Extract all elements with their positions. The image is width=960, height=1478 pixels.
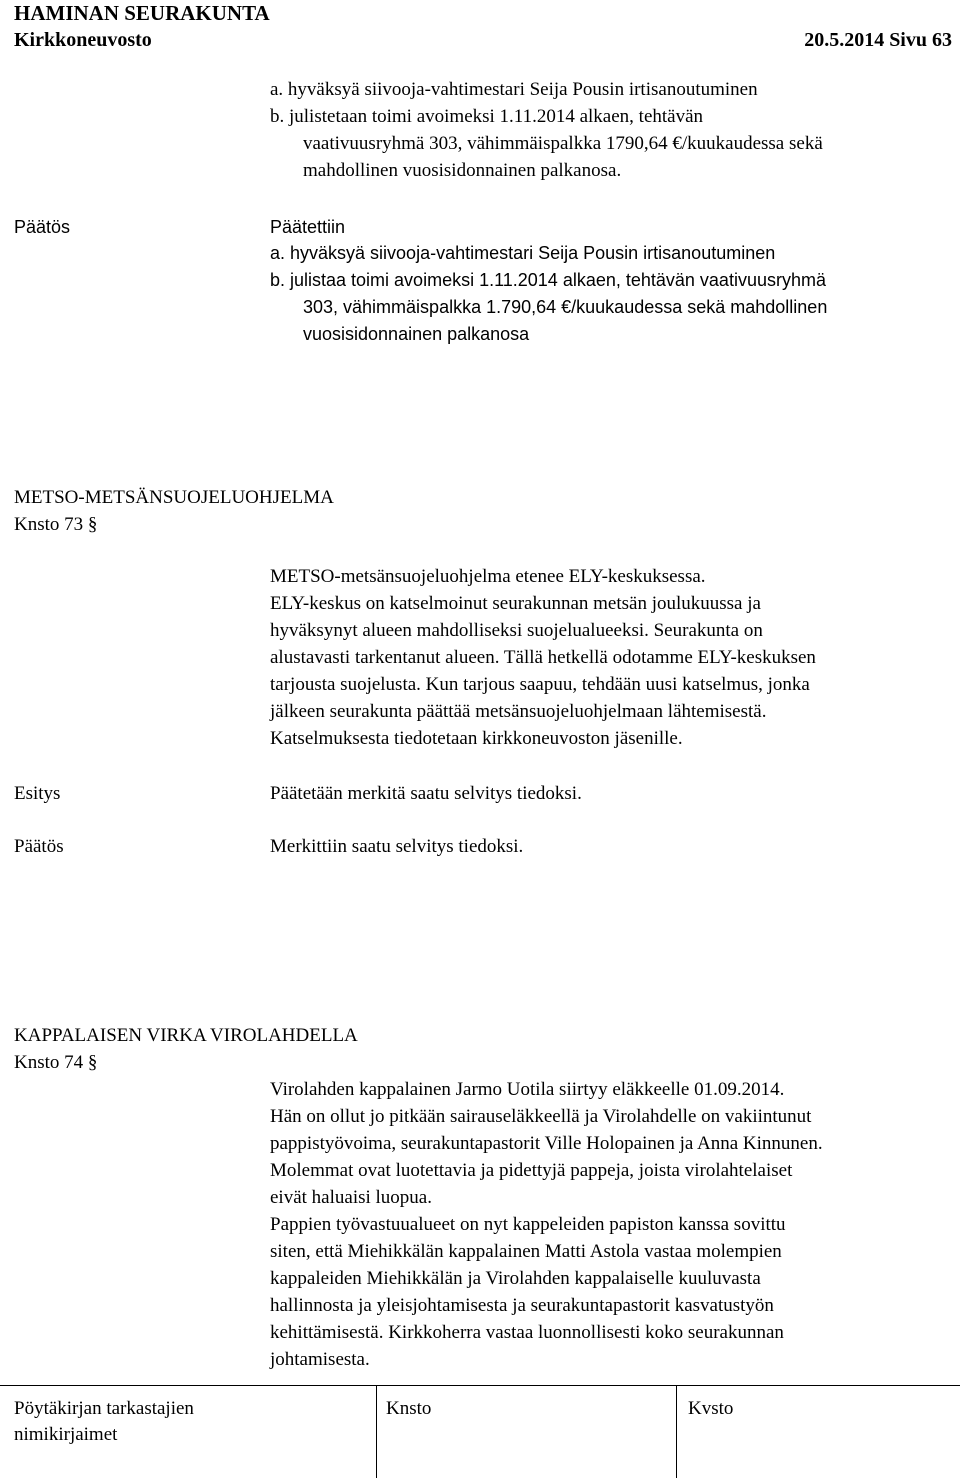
prev-decision-line-b2: 303, vähimmäispalkka 1.790,64 €/kuukaudessa sekä mahdollinen <box>303 297 828 317</box>
prev-decision-intro: Päätettiin <box>270 217 346 237</box>
section-74-text-line: hallinnosta ja yleisjohtamisesta ja seurakuntapastorit kasvatustyön <box>270 1295 774 1316</box>
prev-proposal-line-b2: vaativuusryhmä 303, vähimmäispalkka 1790,64 €/kuukaudessa sekä <box>303 133 823 154</box>
section-74-text-line: kehittämisestä. Kirkkoherra vastaa luonnollisesti koko seurakunnan <box>270 1322 784 1343</box>
organization-name: HAMINAN SEURAKUNTA <box>14 1 270 25</box>
section-73-proposal-label: Esitys <box>14 783 61 804</box>
section-73-text-line: ELY-keskus on katselmoinut seurakunnan metsän joulukuussa ja <box>270 593 761 614</box>
section-74-text-line: kappaleiden Miehikkälän ja Virolahden kappalaiselle kuuluvasta <box>270 1268 761 1289</box>
footer-knsto-cell: Knsto <box>386 1398 432 1419</box>
section-74-text-line: pappistyövoima, seurakuntapastorit Ville Holopainen ja Anna Kinnunen. <box>270 1133 823 1154</box>
prev-decision-line-b3: vuosisidonnainen palkanosa <box>303 324 530 344</box>
section-73-text-line: hyväksynyt alueen mahdolliseksi suojelualueeksi. Seurakunta on <box>270 620 763 641</box>
section-74-text-line: Pappien työvastuualueet on nyt kappeleiden papiston kanssa sovittu <box>270 1214 786 1235</box>
section-73-title: METSO-METSÄNSUOJELUOHJELMA <box>14 487 334 508</box>
section-74-text-line: Virolahden kappalainen Jarmo Uotila siirtyy eläkkeelle 01.09.2014. <box>270 1079 785 1100</box>
section-73-text-line: tarjousta suojelusta. Kun tarjous saapuu, tehdään uusi katselmus, jonka <box>270 674 810 695</box>
prev-proposal-line-b: b. julistetaan toimi avoimeksi 1.11.2014 alkaen, tehtävän <box>270 106 704 127</box>
prev-proposal-line-a: a. hyväksyä siivooja-vahtimestari Seija Pousin irtisanoutuminen <box>270 79 758 100</box>
section-74-text-line: Hän on ollut jo pitkään sairauseläkkeellä ja Virolahdelle on vakiintunut <box>270 1106 812 1127</box>
section-74-text-line: johtamisesta. <box>270 1349 370 1370</box>
section-73-decision-label: Päätös <box>14 836 64 857</box>
footer-kvsto-cell: Kvsto <box>688 1398 734 1419</box>
prev-decision-label: Päätös <box>14 217 71 237</box>
footer-label-line-1: Pöytäkirjan tarkastajien <box>14 1398 194 1419</box>
section-73-text-line: METSO-metsänsuojeluohjelma etenee ELY-keskuksessa. <box>270 566 706 587</box>
section-73-proposal-text: Päätetään merkitä saatu selvitys tiedoksi. <box>270 783 582 804</box>
section-73-decision-text: Merkittiin saatu selvitys tiedoksi. <box>270 836 524 857</box>
section-74-number: Knsto 74 § <box>14 1052 98 1073</box>
section-74-text-line: Molemmat ovat luotettavia ja pidettyjä pappeja, joista virolahtelaiset <box>270 1160 793 1181</box>
section-74-text-line: siten, että Miehikkälän kappalainen Matti Astola vastaa molempien <box>270 1241 782 1262</box>
prev-decision-line-a: a. hyväksyä siivooja-vahtimestari Seija Pousin irtisanoutuminen <box>270 243 776 263</box>
section-74-text-line: eivät haluaisi luopua. <box>270 1187 432 1208</box>
section-74-title: KAPPALAISEN VIRKA VIROLAHDELLA <box>14 1025 358 1046</box>
meeting-body: Kirkkoneuvosto <box>14 29 152 51</box>
section-73-text-line: Katselmuksesta tiedotetaan kirkkoneuvoston jäsenille. <box>270 728 683 749</box>
section-73-text-line: alustavasti tarkentanut alueen. Tällä hetkellä odotamme ELY-keskuksen <box>270 647 816 668</box>
prev-decision-line-b: b. julistaa toimi avoimeksi 1.11.2014 alkaen, tehtävän vaativuusryhmä <box>270 270 826 290</box>
footer-label-line-2: nimikirjaimet <box>14 1424 118 1445</box>
prev-proposal-line-b3: mahdollinen vuosisidonnainen palkanosa. <box>303 160 622 181</box>
footer-divider <box>376 1385 377 1478</box>
footer-divider <box>676 1385 677 1478</box>
date-and-page: 20.5.2014 Sivu 63 <box>804 29 952 51</box>
section-73-number: Knsto 73 § <box>14 514 98 535</box>
footer-top-border <box>0 1385 960 1386</box>
section-73-text-line: jälkeen seurakunta päättää metsänsuojeluohjelmaan lähtemisestä. <box>270 701 767 722</box>
